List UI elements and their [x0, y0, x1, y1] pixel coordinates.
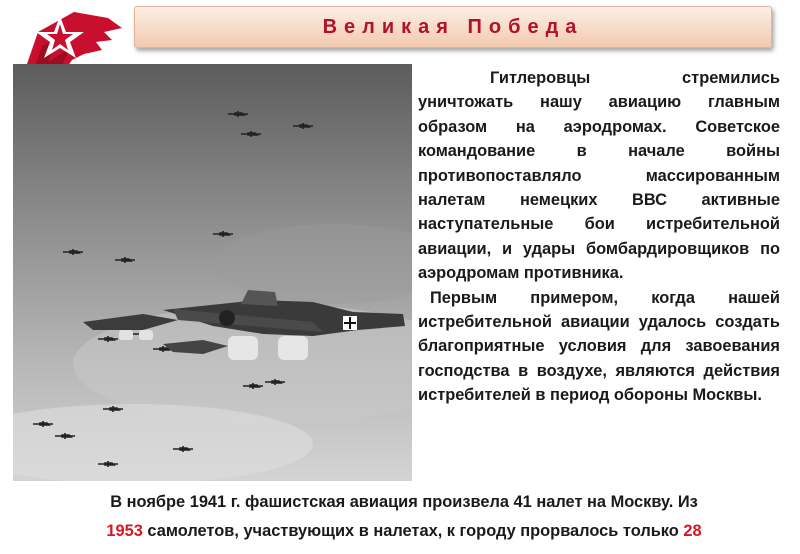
summary-line-2 — [20, 517, 788, 546]
breakthrough-count: 28 — [683, 522, 702, 540]
bomber-formation-photo — [13, 64, 412, 481]
paragraph-luftwaffe-strategy: Гитлеровцы стремились уничтожать нашу авиацию главным образом на аэродромах. Советское командование в начале войны противопоставляло массированным налетам немецких ВВС активные наступательные бои истребительной авиации, и удары бомбардировщиков по аэродромам противника. — [418, 69, 780, 283]
title-banner — [134, 6, 772, 48]
summary-line-1: В ноябре 1941 г. фашистская авиация произвела 41 налет на Москву. Из — [110, 493, 698, 511]
bottom-summary — [20, 488, 788, 546]
page-title: Великая Победа — [322, 15, 584, 38]
summary-line-2-text: самолетов, участвующих в налетах, к городу прорвалось только — [142, 522, 684, 540]
paragraph-moscow-defense: Первым примером, когда нашей истребительной авиации удалось создать благоприятные условия для завоевания господства в воздухе, являются действия истребителей в период обороны Москвы. — [418, 288, 780, 405]
main-text — [418, 66, 780, 408]
planes-count: 1953 — [106, 522, 143, 540]
